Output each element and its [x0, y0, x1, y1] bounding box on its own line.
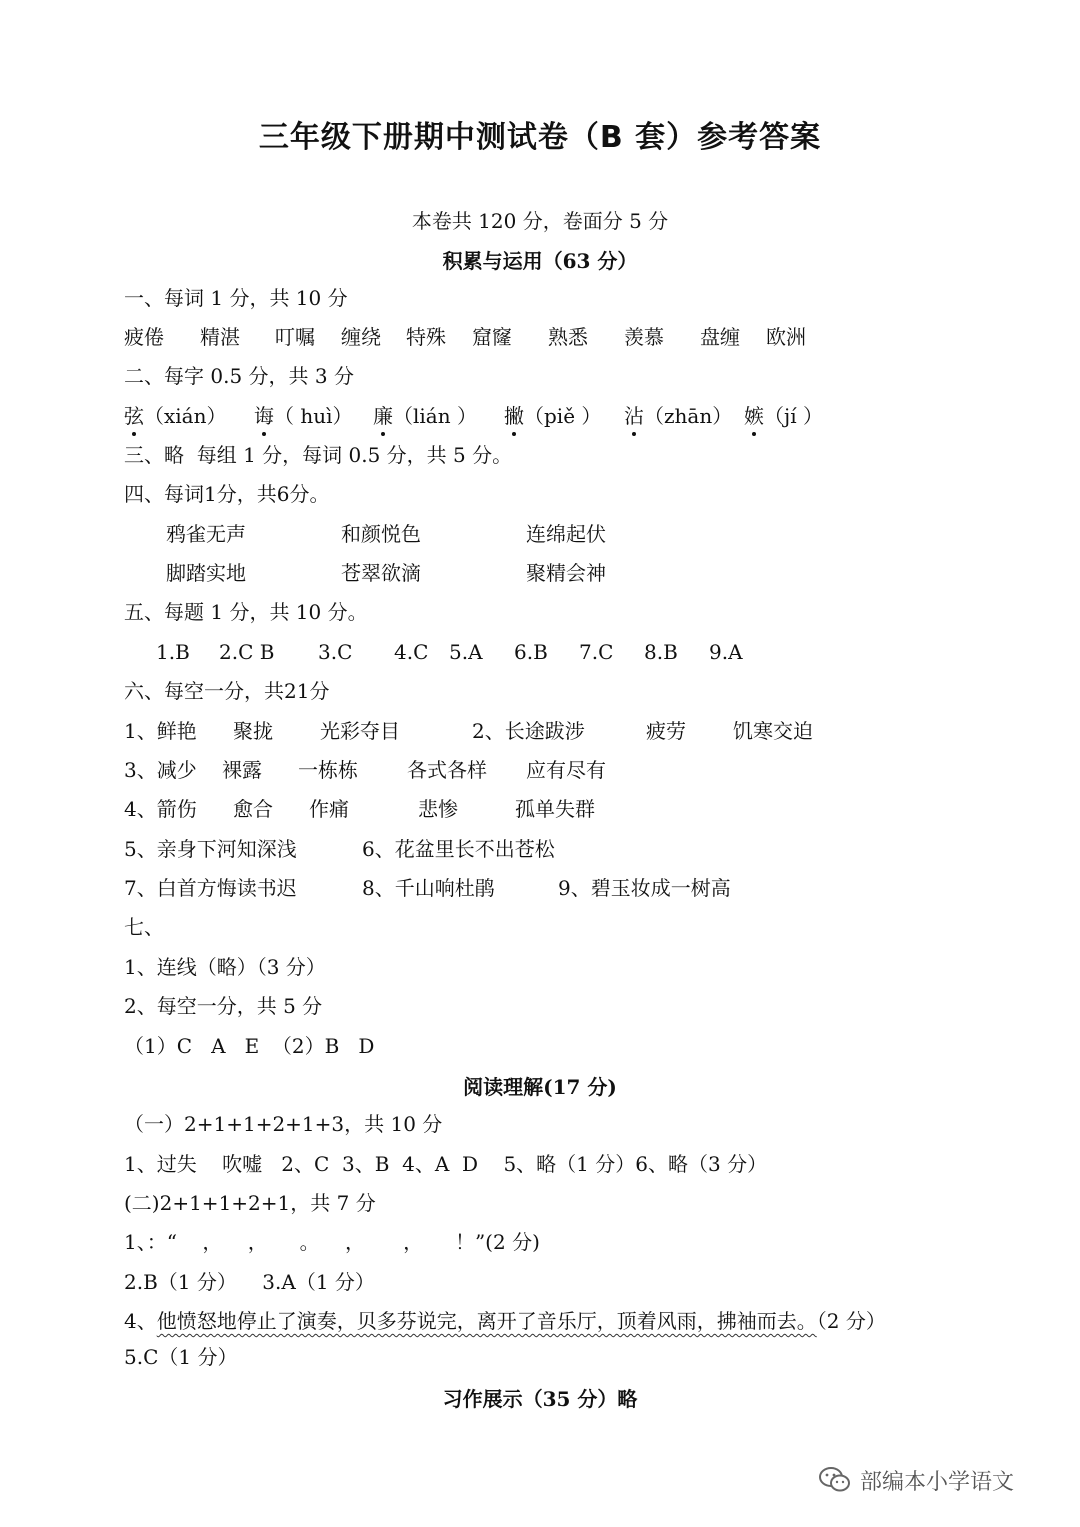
fill-answer: 8、千山响杜鹃 — [362, 876, 495, 900]
watermark — [818, 1460, 1014, 1500]
answer-word: 特殊 — [406, 325, 446, 349]
fill-answer: 作痛 — [309, 797, 349, 821]
fill-answer: 疲劳 — [646, 719, 686, 743]
idiom: 脚踏实地 — [166, 561, 246, 585]
fill-answer: 7、白首方悔读书迟 — [124, 876, 297, 900]
underlined-sentence: 他愤怒地停止了演奏，贝多芬说完，离开了音乐厅，顶着风雨，拂袖而去。 — [156, 1309, 817, 1333]
fill-answer: 9、碧玉妆成一树高 — [558, 876, 731, 900]
q3-line: 三、略 每组 1 分，每词 0.5 分，共 5 分。 — [124, 443, 513, 467]
idiom: 苍翠欲滴 — [341, 561, 421, 585]
watermark-text: 部编本小学语文 — [860, 1469, 1015, 1495]
answer-word: 窟窿 — [472, 325, 512, 349]
wechat-icon — [818, 1465, 852, 1495]
dotted-char: 廉 — [373, 404, 393, 428]
reading-part2-answer-1: 1、：“ ， ， 。 ， ， ！”(2 分) — [124, 1230, 540, 1254]
pinyin: （piě ） — [524, 404, 602, 428]
fill-answer: 光彩夺目 — [320, 719, 400, 743]
section-heading-reading: 阅读理解(17 分) — [463, 1075, 617, 1099]
dotted-char: 沾 — [624, 404, 644, 428]
section-heading-writing: 习作展示（35 分）略 — [442, 1387, 638, 1411]
pinyin-item — [373, 402, 477, 430]
answer-word: 精湛 — [200, 325, 240, 349]
pinyin: （ huì） — [274, 404, 353, 428]
pinyin-item — [744, 402, 823, 430]
pinyin-item — [624, 402, 732, 430]
answer-word: 缠绕 — [341, 325, 381, 349]
q7-heading: 七、 — [124, 915, 164, 939]
q4-heading: 四、每词1分，共6分。 — [124, 482, 330, 506]
q1-heading: 一、每词 1 分，共 10 分 — [124, 286, 348, 310]
answer-word: 叮嘱 — [275, 325, 315, 349]
fill-answer: 一栋栋 — [298, 758, 358, 782]
reading-part1-answers: 1、过失 吹嘘 2、C 3、B 4、A D 5、略（1 分）6、略（3 分） — [124, 1152, 768, 1176]
pinyin-item — [254, 402, 353, 430]
fill-answer: 6、花盆里长不出苍松 — [362, 837, 555, 861]
pinyin: （zhān） — [644, 404, 733, 428]
choice-answer: 8.B — [644, 640, 678, 664]
choice-answer: 9.A — [709, 640, 743, 664]
idiom: 聚精会神 — [526, 561, 606, 585]
pinyin-item — [124, 402, 226, 430]
reading-part2-heading: (二)2+1+1+2+1，共 7 分 — [124, 1191, 376, 1215]
q6-heading: 六、每空一分，共21分 — [124, 679, 330, 703]
q7-line-2: 2、每空一分，共 5 分 — [124, 994, 323, 1018]
answer-word: 欧洲 — [766, 325, 806, 349]
dotted-char: 弦 — [124, 404, 144, 428]
reading-part2-answer-4 — [124, 1307, 886, 1335]
dotted-char: 嫉 — [744, 404, 764, 428]
idiom: 鸦雀无声 — [166, 522, 246, 546]
fill-answer: 各式各样 — [407, 758, 487, 782]
choice-answer: 6.B — [514, 640, 548, 664]
q2-heading: 二、每字 0.5 分，共 3 分 — [124, 364, 354, 388]
dotted-char: 诲 — [254, 404, 274, 428]
dotted-char: 撇 — [504, 404, 524, 428]
fill-answer: 悲惨 — [418, 797, 458, 821]
answer-score: （2 分） — [816, 1309, 886, 1333]
choice-answer: 2.C B — [219, 640, 275, 664]
page-title: 三年级下册期中测试卷（B 套）参考答案 — [258, 120, 822, 155]
fill-answer: 饥寒交迫 — [733, 719, 813, 743]
fill-answer: 5、亲身下河知深浅 — [124, 837, 297, 861]
fill-answer: 4、箭伤 — [124, 797, 197, 821]
fill-answer: 3、减少 — [124, 758, 197, 782]
total-score-note: 本卷共 120 分，卷面分 5 分 — [411, 209, 669, 233]
idiom: 和颜悦色 — [341, 522, 421, 546]
fill-answer: 聚拢 — [233, 719, 273, 743]
answer-word: 疲倦 — [124, 325, 164, 349]
fill-answer: 应有尽有 — [526, 758, 606, 782]
fill-answer: 1、鲜艳 — [124, 719, 197, 743]
q7-line-3: （1）C A E （2）B D — [124, 1034, 375, 1058]
fill-answer: 孤单失群 — [515, 797, 595, 821]
section-heading-accumulation: 积累与运用（63 分） — [442, 249, 638, 273]
reading-part1-heading: （一）2+1+1+2+1+3，共 10 分 — [124, 1112, 443, 1136]
pinyin: （jí ） — [764, 404, 823, 428]
q5-heading: 五、每题 1 分，共 10 分。 — [124, 600, 368, 624]
choice-answer: 3.C — [318, 640, 353, 664]
fill-answer: 裸露 — [222, 758, 262, 782]
choice-answer: 1.B — [156, 640, 190, 664]
answer-number: 4、 — [124, 1309, 157, 1333]
pinyin-item — [504, 402, 601, 430]
pinyin: （lián ） — [393, 404, 477, 428]
fill-answer: 2、长途跋涉 — [472, 719, 585, 743]
reading-part2-answer-2-3: 2.B（1 分） 3.A（1 分） — [124, 1270, 375, 1294]
idiom: 连绵起伏 — [526, 522, 606, 546]
pinyin: （xián） — [144, 404, 227, 428]
choice-answer: 5.A — [449, 640, 483, 664]
answer-word: 羡慕 — [624, 325, 664, 349]
q7-line-1: 1、连线（略）（3 分） — [124, 955, 326, 979]
choice-answer: 4.C — [394, 640, 429, 664]
answer-word: 盘缠 — [700, 325, 740, 349]
reading-part2-answer-5: 5.C（1 分） — [124, 1345, 238, 1369]
answer-word: 熟悉 — [548, 325, 588, 349]
fill-answer: 愈合 — [233, 797, 273, 821]
choice-answer: 7.C — [579, 640, 614, 664]
